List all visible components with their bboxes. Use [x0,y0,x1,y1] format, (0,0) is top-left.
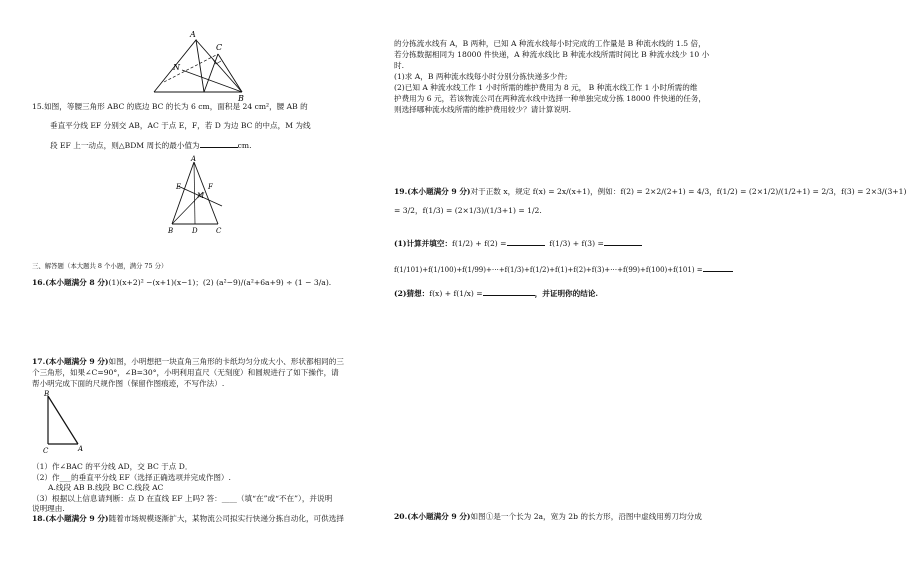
q16-body: (1)(x+2)² −(x+1)(x−1)；(2) (a²−9)/(a²+6a+9) ÷ (1 − 3/a). [108,278,332,287]
q17-step-2: （2）作___的垂直平分线 EF（选择正确选项并完成作图）. [32,473,231,482]
fig15-label-a: A [191,155,197,163]
q17-line-1-text: 如图，小明想把一块直角三角形的卡纸均匀分成大小、形状都相同的三 [108,357,344,366]
fig15-label-f: F [208,183,213,191]
fig15-label-c: C [216,227,222,235]
q16-heading: 16.(本小题满分 8 分) [32,278,109,287]
q18-line-1 [32,513,344,524]
q15-line-1: 15.如图，等腰三角形 ABC 的底边 BC 的长为 6 cm，面积是 24 cm²，腰 AB 的 [32,102,308,111]
q18-part-2a: (2)已知 A 种流水线工作 1 小时所需的维护费用为 8 元， B 种流水线工作 1 小时所需的维 [394,83,698,92]
q15-answer-blank[interactable] [200,139,238,148]
q18-part-2b: 护费用为 6 元，若该物流公司在两种流水线中选择一种单独完成分拣 18000 件快递的任务， [394,94,707,103]
q19-part-1-b: f(1/3) + f(3) = [549,239,604,248]
q19-line-1 [394,186,906,197]
q19-heading: 19.(本小题满分 9 分) [394,187,471,196]
fig17-label-a: A [78,445,84,453]
left-column [0,0,394,561]
q16-line [32,277,331,288]
q19-line-1-text: 对于正数 x，规定 f(x) = 2x/(x+1)，例如：f(2) = 2×2/(2+1) = 4/3，f(1/2) = (2×1/2)/(1/2+1) = 2/3，f(3) = 2×3/(3+1) [470,187,906,196]
q19-blank-guess[interactable] [483,287,535,296]
fig15-label-b: B [168,227,174,235]
q18-line-2: 的分拣流水线有 A，B 两种，已知 A 种流水线每小时完成的工作量是 B 种流水线的 1.5 倍， [394,39,706,48]
fig17-label-b: B [44,390,50,398]
q19-blank-long[interactable] [703,263,733,272]
q19-line-2: = 3/2，f(1/3) = (2×1/3)/(1/3+1) = 1/2. [394,206,542,215]
q19-blank-a[interactable] [507,237,545,246]
q19-part-1-heading: (1)计算并填空： [394,239,453,248]
q17-step-1: （1）作∠BAC 的平分线 AD，交 BC 于点 D． [32,462,193,471]
fig15-label-m: M [197,192,205,200]
q17-step-3-cont: 说明理由. [32,504,65,513]
q18-line-4: 时. [394,61,405,70]
q15-line-3-text: 段 EF 上一动点，则△BDM 周长的最小值为 [50,141,200,150]
right-column [394,0,906,561]
figure-q17-right-triangle [40,390,90,456]
q19-blank-b[interactable] [604,237,642,246]
q15-line-3-unit: cm. [237,141,252,150]
q19-part-2 [394,287,598,299]
q20-heading: 20.(本小题满分 9 分) [394,512,471,521]
q19-part-2-end: ，并证明你的结论. [534,289,599,298]
fig17-label-c: C [43,447,49,455]
q15-line-3 [50,139,252,151]
q19-part-2-heading: (2)猜想： [394,289,430,298]
q17-step-3: （3）根据以上信息请判断：点 D 在直线 EF 上吗? 答：____（填“在”或“不在”），并说明 [32,494,333,503]
q18-part-2c: 则选择哪种流水线所需的维护费用较少？请计算说明. [394,105,572,114]
q17-line-1 [32,356,344,367]
q19-part-1-a: f(1/2) + f(2) = [452,239,507,248]
q17-step-2-options: A.线段 AB B.线段 BC C.线段 AC [48,483,164,492]
q18-line-3: 若分拣数据相同为 18000 件快递，A 种流水线比 B 种流水线所需时间比 B 种流水线少 10 小 [394,50,710,59]
q19-part-1 [394,237,642,249]
q19-long-sum [394,263,733,276]
section-3-heading: 三、解答题（本大题共 8 个小题，满分 75 分） [32,262,168,270]
q18-heading: 18.(本小题满分 9 分) [32,514,109,523]
fig15-label-e: E [176,183,182,191]
fig14-label-b: B [238,94,244,103]
fig15-label-d: D [192,227,198,235]
figure-q14-triangle [140,18,280,102]
q19-long-sum-text: f(1/101)+f(1/100)+f(1/99)+⋯+f(1/3)+f(1/2)+f(1)+f(2)+f(3)+⋯+f(99)+f(100)+f(101) = [394,266,703,274]
q20-line-1-text: 如图①是一个长为 2a，宽为 2b 的长方形，沿图中虚线用剪刀均分成 [470,512,702,521]
q17-line-2: 个三角形，如果∠C=90°，∠B=30°，小明利用直尺（无刻度）和圆规进行了如下操作，请 [32,368,339,377]
q19-part-2-text: f(x) + f(1/x) = [429,289,483,298]
q20-line-1 [394,511,702,522]
q17-heading: 17.(本小题满分 9 分) [32,357,109,366]
fig14-label-n: N [173,63,180,72]
q17-line-3: 帮小明完成下面的尺规作图（保留作图痕迹，不写作法）. [32,379,225,388]
fig14-label-c: C [216,43,223,52]
fig14-label-a: A [190,30,196,39]
q18-line-1-text: 随着市场规模逐渐扩大，某物流公司拟实行快递分拣自动化，可供选择 [108,514,344,523]
q15-line-2: 垂直平分线 EF 分别交 AB，AC 于点 E，F，若 D 为边 BC 的中点，M 为线 [50,121,311,130]
figure-q15-triangle [160,155,240,235]
q18-part-1: (1)求 A，B 两种流水线每小时分别分拣快递多少件; [394,72,568,81]
